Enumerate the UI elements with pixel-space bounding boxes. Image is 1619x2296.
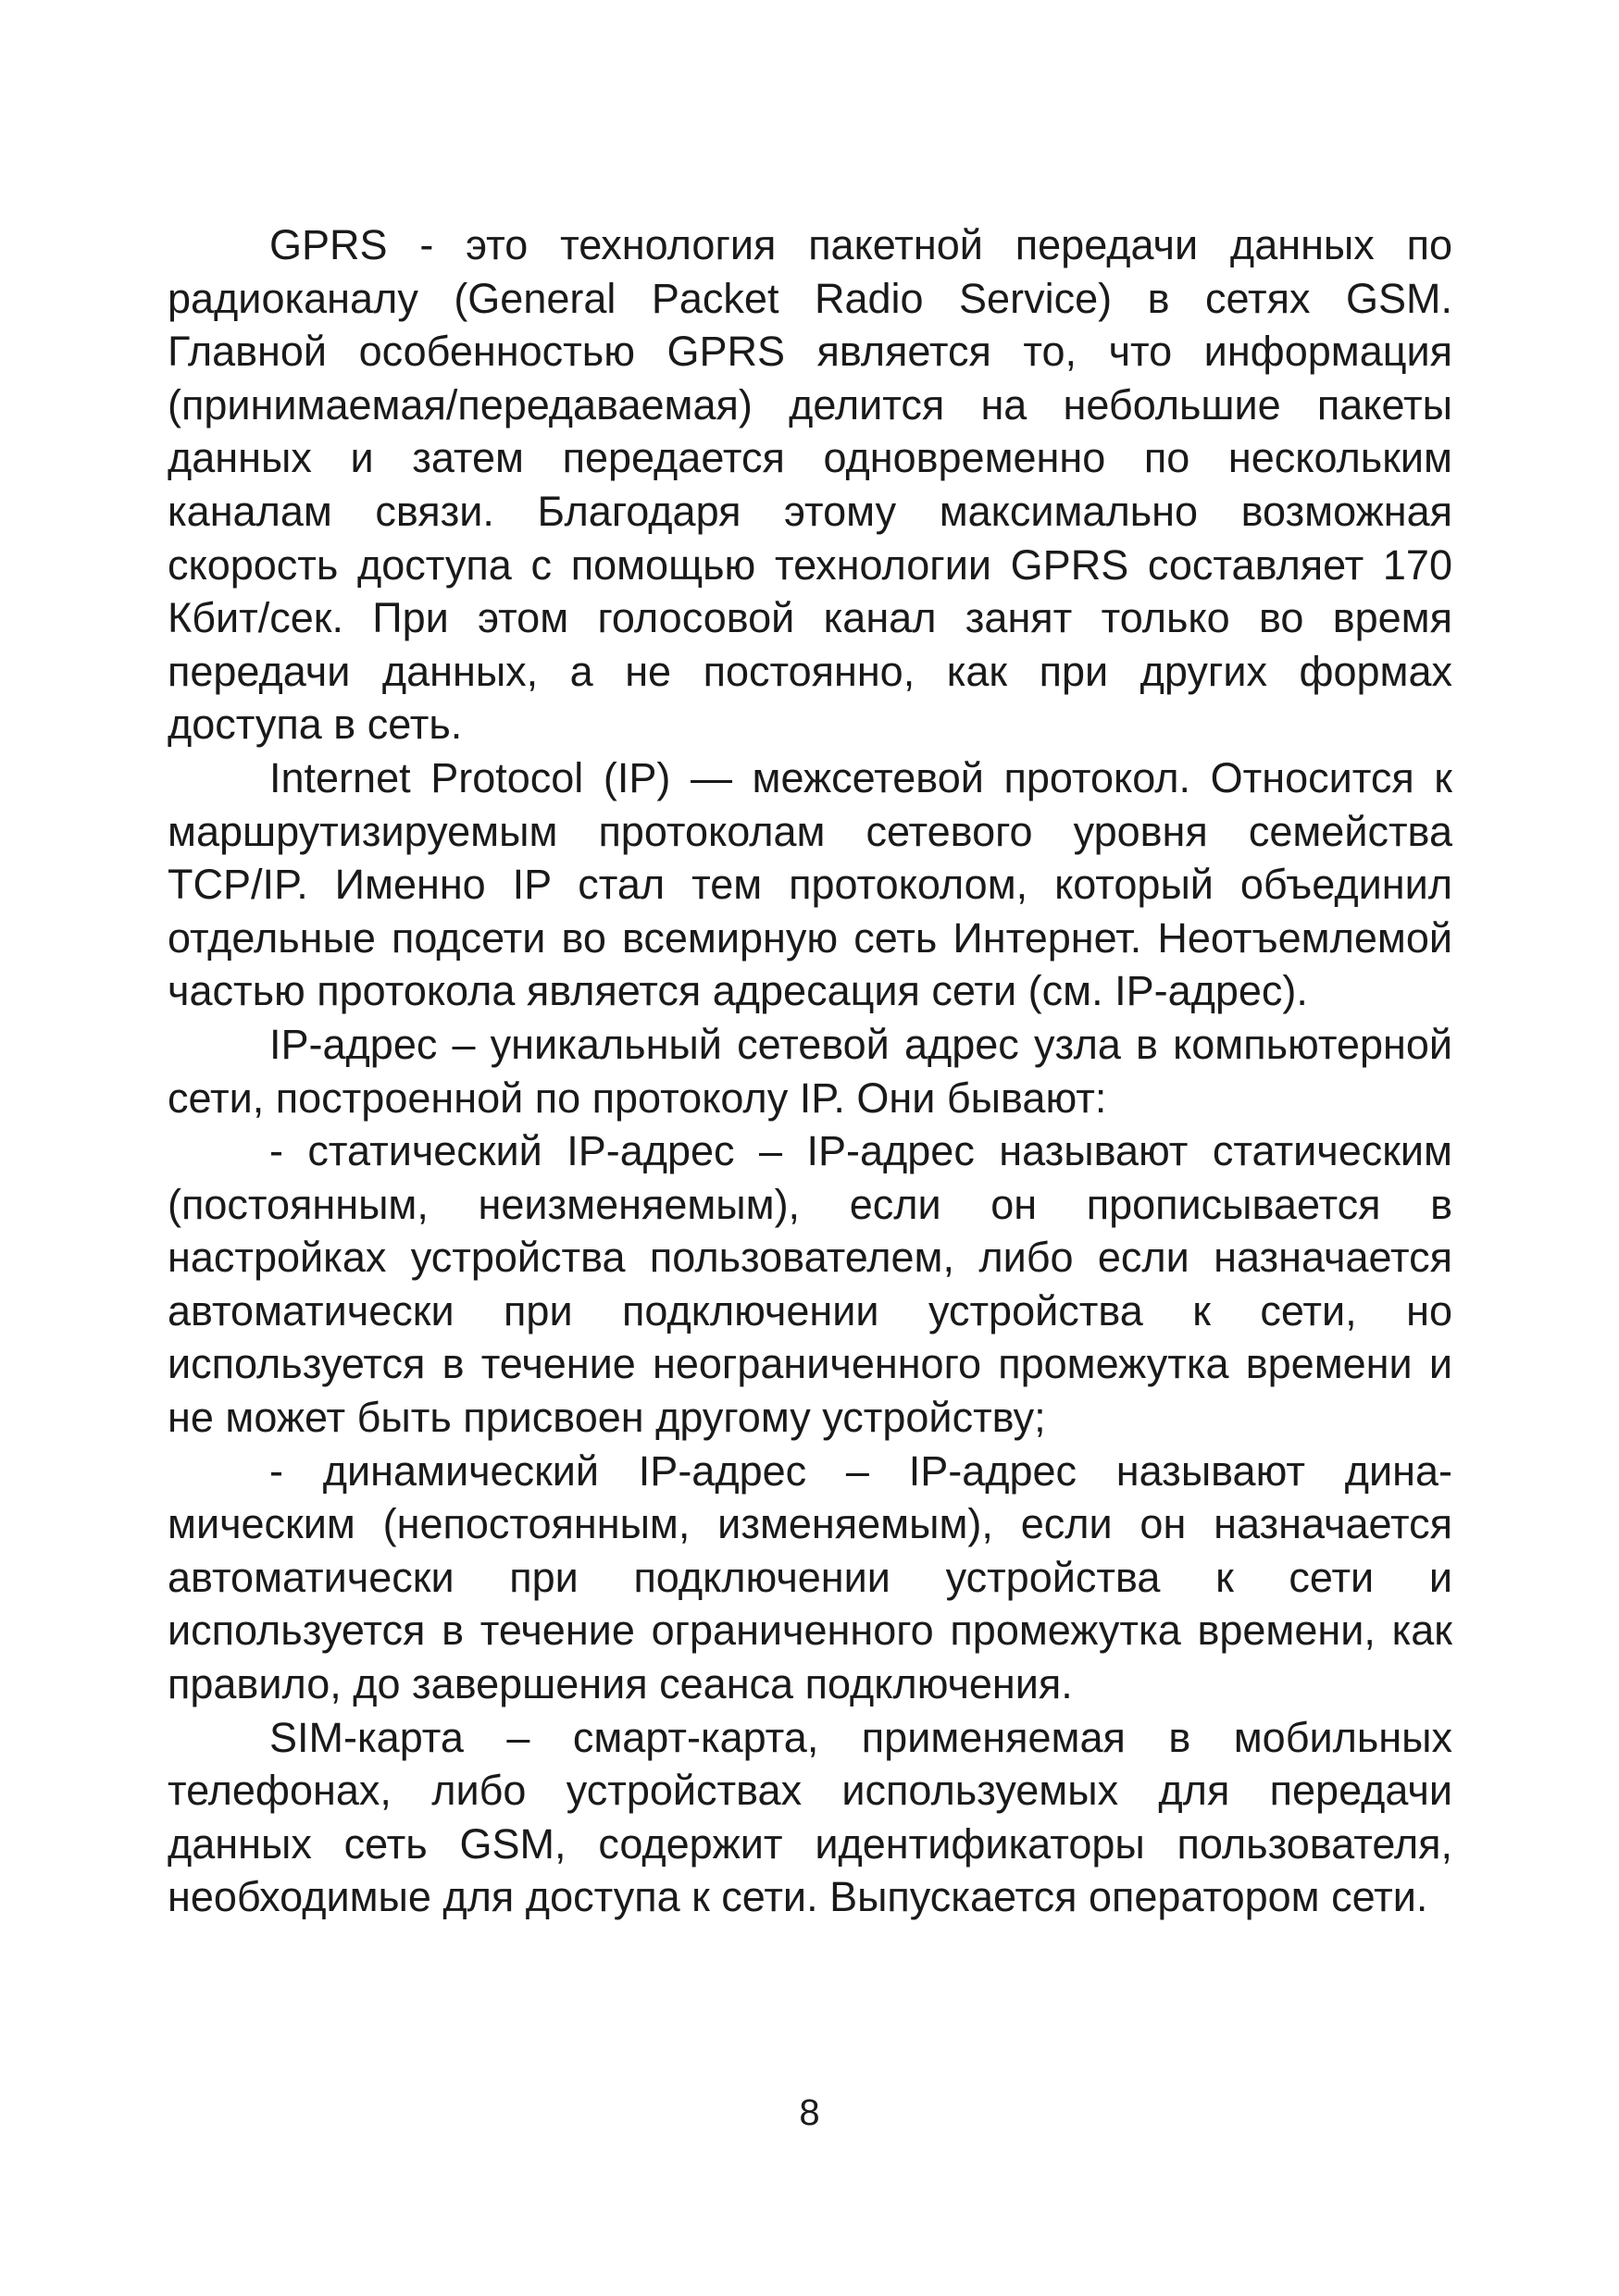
page-body-text [168, 218, 1452, 1924]
page-number: 8 [799, 2092, 820, 2133]
paragraph-ip-address: IP-адрес – уникальный сетевой адрес узла в компьютерной сети, построенной по протоколу IP. Они бывают: [168, 1020, 1452, 1122]
paragraph-gprs: GPRS - это технология пакетной передачи данных по радиоканалу (General Packet Radio Service) в сетях GSM. Главной особенностью GPRS является то, что информация (принимаемая/передаваемая) делится на небольшие пакеты данных и затем передается одновременно по нескольким каналам связи. Благодаря этому максимально возможная скорость доступа с помощью технологии GPRS составляет 170 Кбит/сек. При этом голосовой канал занят только во время передачи данных, а не постоянно, как при других формах доступа в сеть. [168, 221, 1452, 749]
paragraph-sim-card: SIM-карта – смарт-карта, применяемая в мобильных телефонах, либо устройствах используемых для передачи данных сеть GSM, содержит идентификаторы пользователя, необходимые для доступа к сети. Выпускается оператором сети. [168, 1713, 1452, 1921]
paragraph-internet-protocol: Internet Protocol (IP) — межсетевой протокол. Относится к маршрутизируемым протоколам сетевого уровня семейства TCP/IP. Именно IP стал тем протоколом, который объединил отдельные подсети во всемирную сеть Интернет. Неотъемлемой частью протокола является адресация сети (см. IP-адрес). [168, 753, 1452, 1015]
paragraph-dynamic-ip: - динамический IP-адрес – IP-адрес называют динамическим (непостоянным, изменяемым), если он назначается автоматически при подключении устройства к сети и используется в течение ограниченного промежутка времени, как правило, до завершения сеанса подключения. [168, 1446, 1452, 1708]
paragraph-static-ip: - статический IP-адрес – IP-адрес называют статическим (постоянным, неизменяемым), если он прописывается в настройках устройства пользователем, либо если назначается автоматически при подключении устройства к сети, но используется в течение неограниченного промежутка времени и не может быть присвоен другому устройству; [168, 1127, 1452, 1442]
